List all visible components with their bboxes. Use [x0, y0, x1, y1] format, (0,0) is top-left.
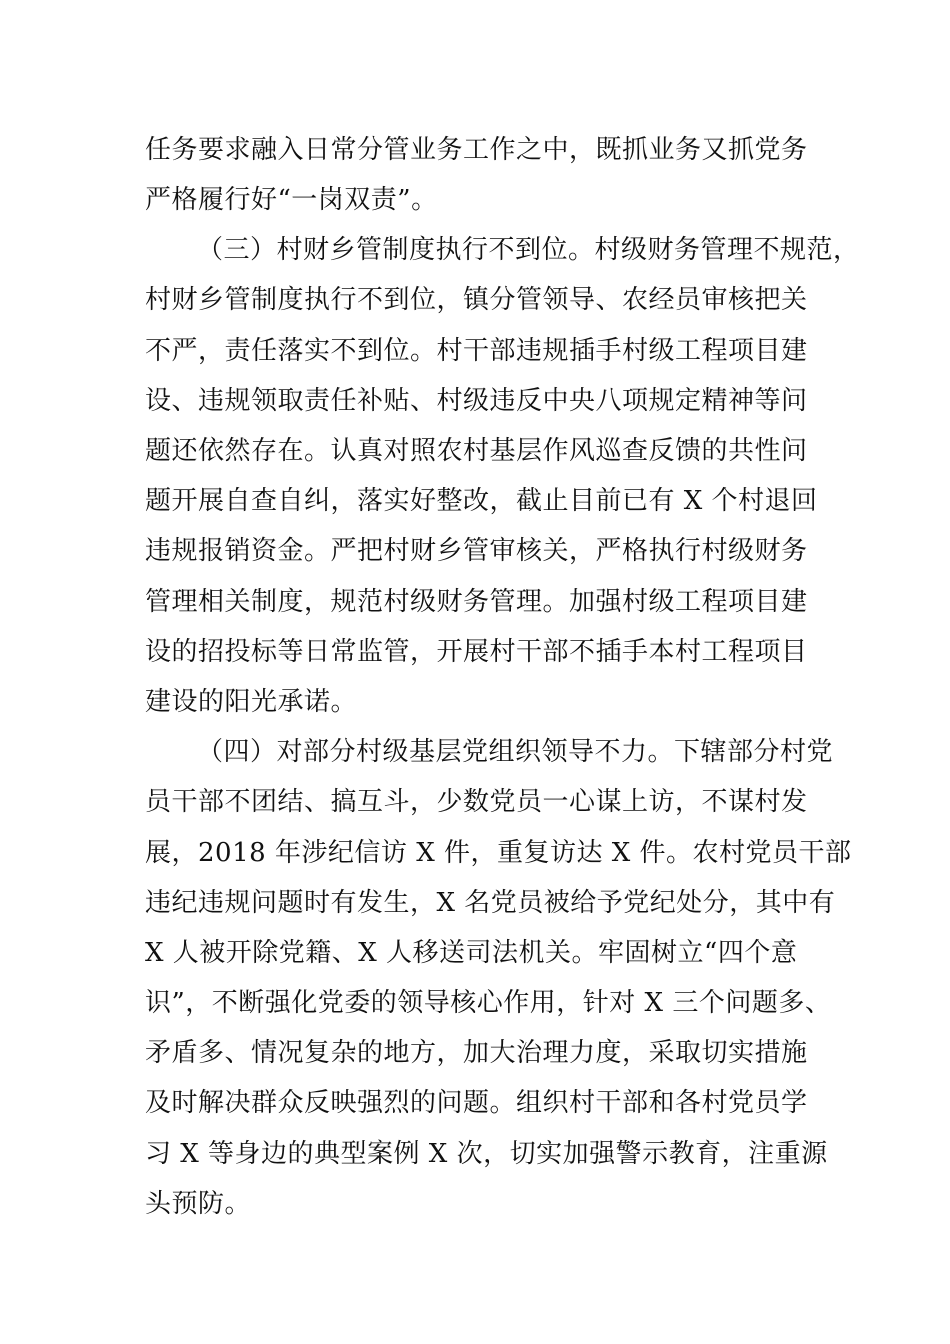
section-heading-line: （四）对部分村级基层党组织领导不力。下辖部分村党	[197, 737, 834, 767]
paragraph-line: 设的招投标等日常监管，开展村干部不插手本村工程项目	[145, 637, 808, 667]
paragraph-line: 展，2018 年涉纪信访 X 件，重复访达 X 件。农村党员干部	[145, 838, 852, 868]
paragraph-line: 习 X 等身边的典型案例 X 次，切实加强警示教育，注重源	[145, 1139, 828, 1169]
paragraph-line: 建设的阳光承诺。	[145, 687, 358, 717]
paragraph-line: 及时解决群众反映强烈的问题。组织村干部和各村党员学	[145, 1088, 808, 1118]
paragraph-line: 严格履行好“一岗双责”。	[145, 185, 438, 215]
paragraph-line: 头预防。	[145, 1189, 252, 1219]
paragraph-line: 管理相关制度，规范村级财务管理。加强村级工程项目建	[145, 587, 808, 617]
section-heading-line: （三）村财乡管制度执行不到位。村级财务管理不规范，	[197, 235, 860, 265]
paragraph-line: 设、违规领取责任补贴、村级违反中央八项规定精神等问	[145, 386, 808, 416]
paragraph-line: 员干部不团结、搞互斗，少数党员一心谋上访，不谋村发	[145, 787, 808, 817]
paragraph-line: 违纪违规问题时有发生，X 名党员被给予党纪处分，其中有	[145, 888, 836, 918]
paragraph-line: 识”，不断强化党委的领导核心作用，针对 X 三个问题多、	[145, 988, 832, 1018]
paragraph-line: 矛盾多、情况复杂的地方，加大治理力度，采取切实措施	[145, 1038, 808, 1068]
paragraph-line: 不严，责任落实不到位。村干部违规插手村级工程项目建	[145, 336, 808, 366]
paragraph-line: 任务要求融入日常分管业务工作之中，既抓业务又抓党务	[145, 135, 808, 165]
paragraph-line: 题还依然存在。认真对照农村基层作风巡查反馈的共性问	[145, 436, 808, 466]
paragraph-line: 村财乡管制度执行不到位，镇分管领导、农经员审核把关	[145, 285, 808, 315]
paragraph-line: 题开展自查自纠，落实好整改，截止目前已有 X 个村退回	[145, 486, 818, 516]
paragraph-line: 违规报销资金。严把村财乡管审核关，严格执行村级财务	[145, 536, 808, 566]
paragraph-line: X 人被开除党籍、X 人移送司法机关。牢固树立“四个意	[145, 938, 798, 968]
